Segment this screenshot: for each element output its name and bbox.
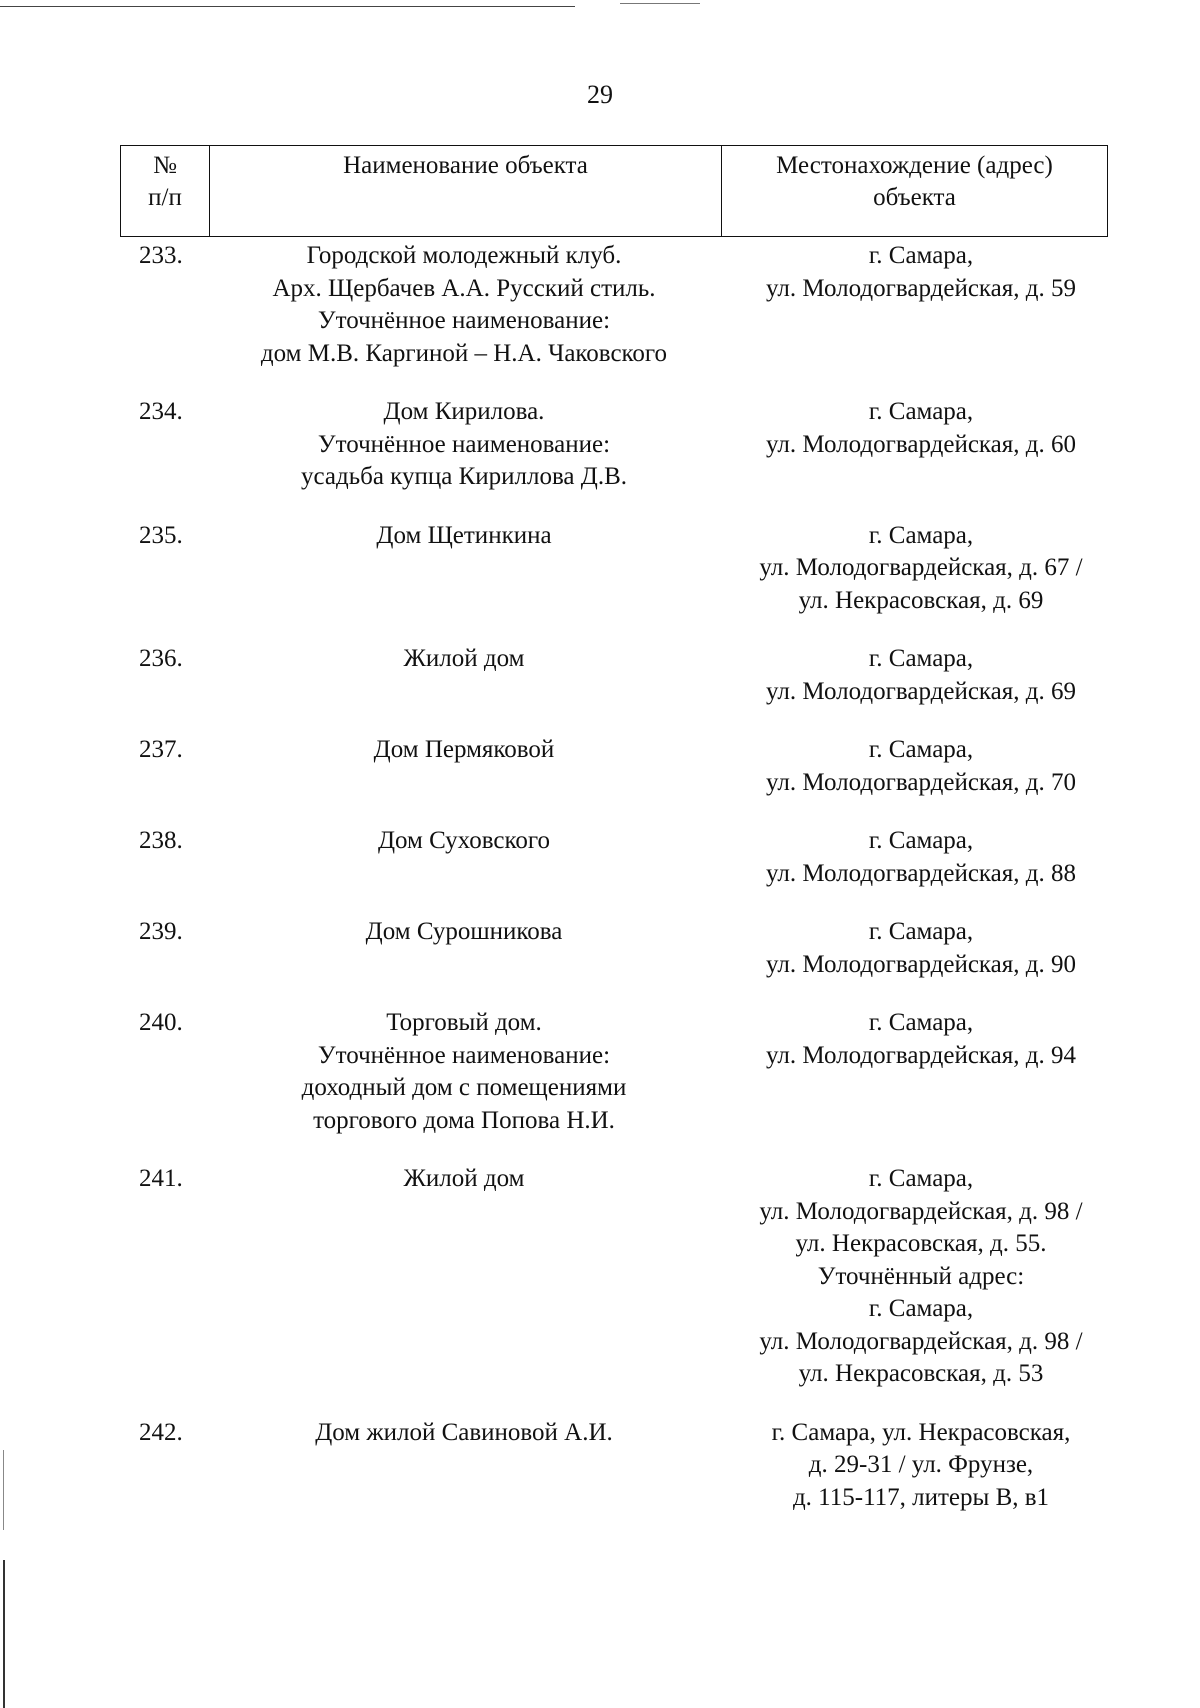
object-name-line: Торговый дом. (386, 1009, 542, 1036)
object-name (208, 734, 720, 799)
header-text: Наименование объекта (343, 152, 588, 179)
scan-artifact-line (3, 1560, 5, 1708)
scan-artifact-line (0, 6, 575, 7)
scan-artifact-line (620, 3, 700, 4)
row-number: 238. (139, 827, 183, 854)
header-name-column (209, 146, 721, 236)
object-address-line: ул. Молодогвардейская, д. 67 / (759, 554, 1083, 581)
row-number: 236. (139, 645, 183, 672)
object-name (208, 643, 720, 708)
object-address-line: ул. Молодогвардейская, д. 60 (766, 430, 1076, 458)
object-name-line: Арх. Щербачев А.А. Русский стиль. (272, 274, 656, 302)
object-address-line: г. Самара, (868, 242, 974, 269)
object-address (720, 643, 1108, 708)
object-address-line: ул. Некрасовская, д. 69 (798, 586, 1044, 614)
object-address-line: ул. Молодогвардейская, д. 59 (766, 274, 1076, 302)
object-name (208, 916, 720, 981)
object-name (208, 396, 720, 494)
object-address (720, 1417, 1108, 1515)
table-row (120, 520, 1108, 618)
scan-artifact-line (3, 1450, 4, 1530)
object-name (208, 825, 720, 890)
row-number: 240. (139, 1009, 183, 1036)
object-address (720, 1007, 1108, 1137)
object-name-line: Городской молодежный клуб. (306, 242, 622, 269)
table-body (120, 240, 1108, 1514)
header-text: Местонахождение (адрес) (776, 152, 1053, 179)
header-text: № (153, 152, 177, 179)
object-name-line: торгового дома Попова Н.И. (313, 1106, 615, 1134)
object-address-line: г. Самара, (868, 1009, 974, 1036)
object-address-line: ул. Некрасовская, д. 53 (798, 1360, 1044, 1387)
row-number: 234. (139, 398, 183, 425)
object-name-line: дом М.В. Каргиной – Н.А. Чаковского (260, 339, 668, 367)
table-row (120, 1163, 1108, 1391)
table-row (120, 825, 1108, 890)
object-address (720, 396, 1108, 494)
object-name-line: Жилой дом (403, 645, 525, 672)
header-text: объекта (873, 184, 956, 211)
row-number: 233. (139, 242, 183, 269)
object-name (208, 240, 720, 370)
object-address (720, 520, 1108, 618)
table-row (120, 734, 1108, 799)
object-name-line: Уточнённое наименование: (317, 430, 611, 458)
row-number: 237. (139, 736, 183, 763)
row-number: 241. (139, 1165, 183, 1192)
table-row (120, 643, 1108, 708)
object-address-line: ул. Молодогвардейская, д. 88 (766, 859, 1076, 887)
object-address-line: д. 115-117, литеры В, в1 (792, 1483, 1050, 1511)
object-name (208, 1007, 720, 1137)
object-address-line: ул. Молодогвардейская, д. 98 / (759, 1327, 1083, 1355)
object-name-line: доходный дом с помещениями (301, 1074, 627, 1101)
object-name-line: усадьба купца Кириллова Д.В. (300, 463, 627, 490)
table-row (120, 1417, 1108, 1515)
object-address-line: г. Самара, (868, 398, 974, 425)
object-address-line: ул. Молодогвардейская, д. 98 / (759, 1197, 1083, 1225)
object-address-line: г. Самара, ул. Некрасовская, (771, 1418, 1071, 1446)
object-address-line: ул. Некрасовская, д. 55. (795, 1230, 1047, 1257)
object-address (720, 1163, 1108, 1391)
header-num-column (121, 146, 209, 236)
row-number: 242. (139, 1418, 183, 1446)
object-address-line: ул. Молодогвардейская, д. 69 (766, 677, 1076, 705)
row-number: 235. (139, 521, 183, 549)
object-address-line: Уточнённый адрес: (817, 1262, 1025, 1290)
object-name (208, 520, 720, 618)
object-address-line: г. Самара, (868, 827, 974, 854)
table-row (120, 240, 1108, 370)
object-address-line: г. Самара, (868, 1165, 974, 1192)
object-address (720, 734, 1108, 799)
object-name-line: Дом Кирилова. (383, 398, 545, 425)
object-address-line: г. Самара, (868, 645, 974, 672)
row-number: 239. (139, 918, 183, 945)
object-address-line: д. 29-31 / ул. Фрунзе, (808, 1451, 1034, 1478)
table-header (120, 145, 1108, 237)
object-name (208, 1417, 720, 1515)
object-address-line: ул. Молодогвардейская, д. 90 (766, 950, 1076, 978)
table-row (120, 1007, 1108, 1137)
object-name-line: Дом Суховского (377, 827, 550, 854)
page-number: 29 (587, 80, 613, 109)
object-address (720, 825, 1108, 890)
object-name-line: Дом Щетинкина (376, 521, 552, 549)
object-name-line: Дом Пермяковой (373, 736, 555, 763)
header-text: п/п (148, 184, 182, 211)
object-address (720, 916, 1108, 981)
object-address-line: г. Самара, (868, 1295, 974, 1322)
object-address-line: г. Самара, (868, 918, 974, 945)
object-address-line: ул. Молодогвардейская, д. 94 (766, 1041, 1076, 1069)
object-name (208, 1163, 720, 1391)
object-name-line: Уточнённое наименование: (317, 1041, 611, 1069)
object-address-line: г. Самара, (868, 521, 974, 549)
table-row (120, 916, 1108, 981)
object-name-line: Дом Сурошникова (365, 918, 563, 945)
header-address-column (721, 146, 1107, 236)
object-name-line: Дом жилой Савиновой А.И. (315, 1418, 613, 1446)
table-row (120, 396, 1108, 494)
object-address-line: г. Самара, (868, 736, 974, 763)
object-name-line: Уточнённое наименование: (317, 307, 611, 334)
object-name-line: Жилой дом (403, 1165, 525, 1192)
object-address-line: ул. Молодогвардейская, д. 70 (766, 768, 1076, 796)
object-address (720, 240, 1108, 370)
